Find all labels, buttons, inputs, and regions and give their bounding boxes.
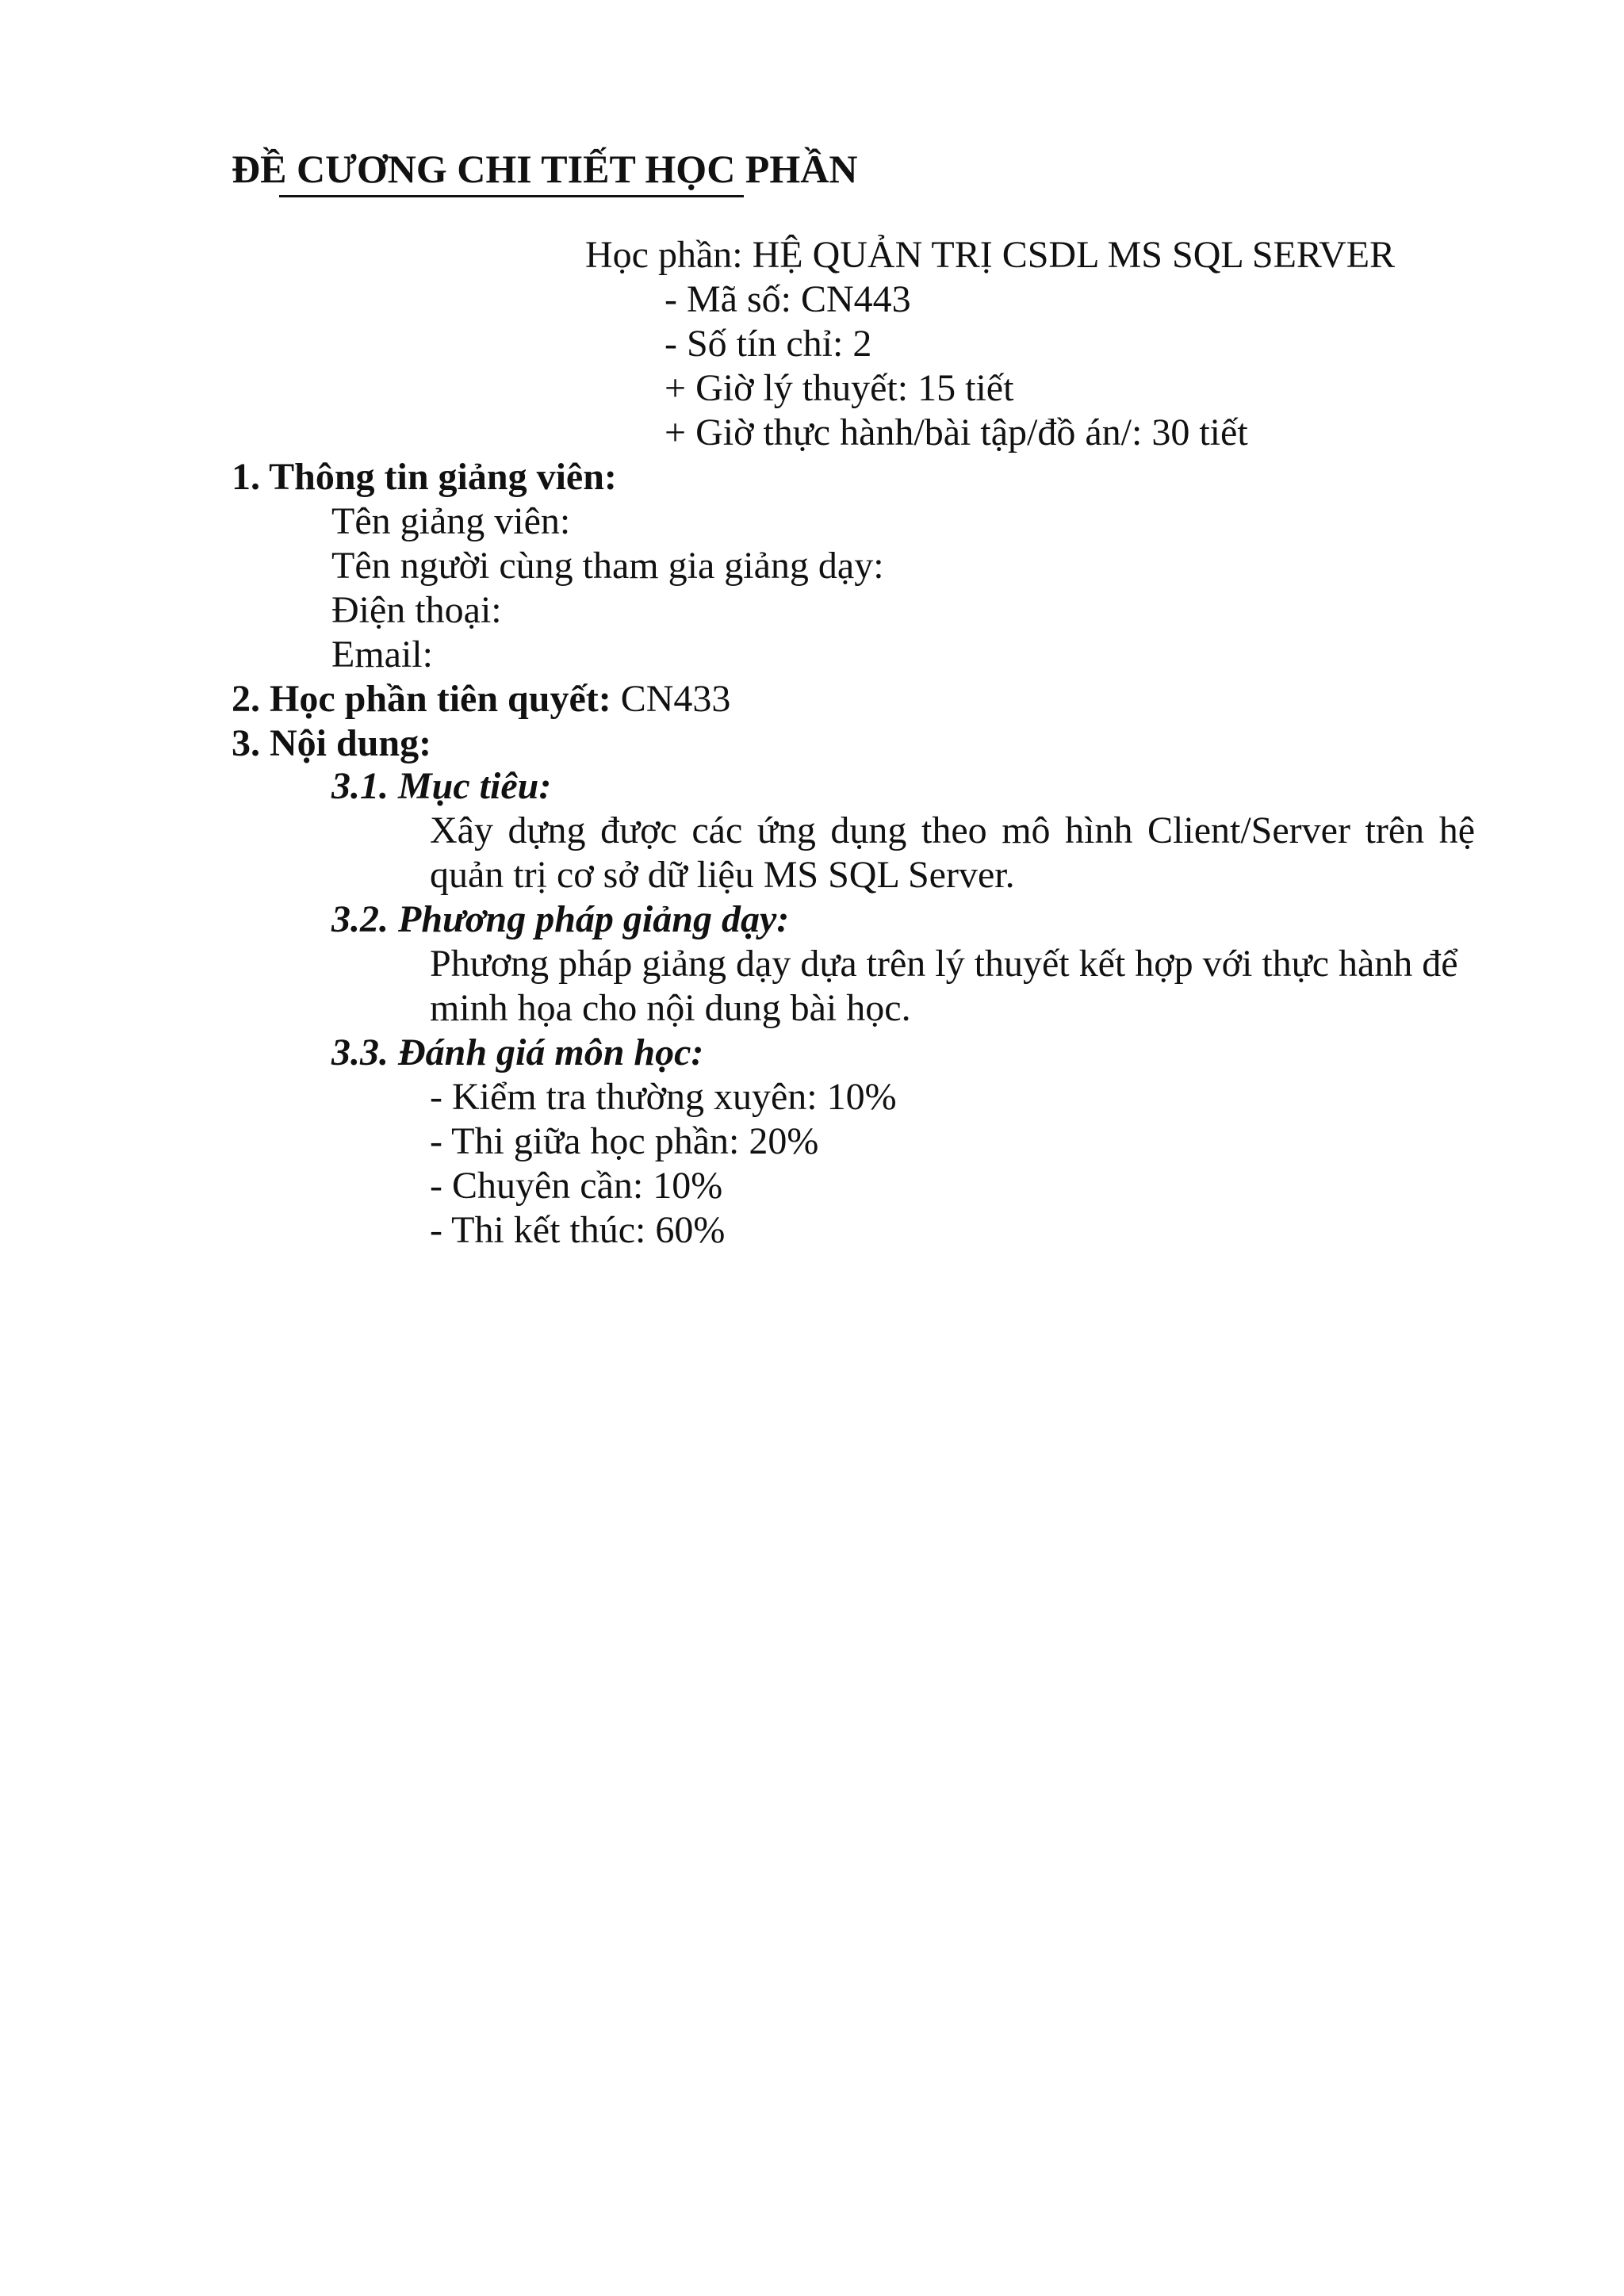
document-title: ĐỀ CƯƠNG CHI TIẾT HỌC PHẦN (232, 147, 858, 191)
assessment-item: - Kiểm tra thường xuyên: 10% (430, 1076, 897, 1118)
section-3-heading: 3. Nội dung: (232, 722, 432, 764)
prerequisite-code: CN433 (620, 678, 731, 720)
section-3-3-heading: 3.3. Đánh giá môn học: (331, 1031, 704, 1073)
practice-hours: + Giờ thực hành/bài tập/đồ án/: 30 tiết (665, 411, 1248, 453)
objective-line-1: Xây dựng được các ứng dụng theo mô hình Client/Server trên hệ (430, 809, 1475, 851)
lecturer-label: Tên giảng viên: (331, 500, 571, 542)
co-lecturer-label: Tên người cùng tham gia giảng dạy: (331, 545, 884, 587)
phone-label: Điện thoại: (331, 589, 502, 631)
theory-hours: + Giờ lý thuyết: 15 tiết (665, 367, 1014, 409)
section-3-1-heading: 3.1. Mục tiêu: (331, 765, 552, 807)
section-2-heading: 2. Học phần tiên quyết: (232, 678, 611, 720)
method-line-2: minh họa cho nội dung bài học. (430, 987, 911, 1029)
course-code: - Mã số: CN443 (665, 278, 911, 320)
section-1-heading: 1. Thông tin giảng viên: (232, 456, 617, 498)
assessment-item: - Chuyên cần: 10% (430, 1165, 723, 1207)
section-3-2-heading: 3.2. Phương pháp giảng dạy: (331, 898, 790, 940)
email-label: Email: (331, 633, 433, 675)
assessment-item: - Thi kết thúc: 60% (430, 1209, 726, 1251)
course-name: Học phần: HỆ QUẢN TRỊ CSDL MS SQL SERVER (585, 234, 1396, 276)
objective-line-2: quản trị cơ sở dữ liệu MS SQL Server. (430, 854, 1015, 896)
assessment-item: - Thi giữa học phần: 20% (430, 1120, 819, 1162)
section-2 (232, 680, 730, 718)
course-credits: - Số tín chỉ: 2 (665, 323, 872, 365)
method-line-1: Phương pháp giảng dạy dựa trên lý thuyết kết hợp với thực hành để (430, 943, 1458, 985)
title-underline (279, 195, 744, 197)
